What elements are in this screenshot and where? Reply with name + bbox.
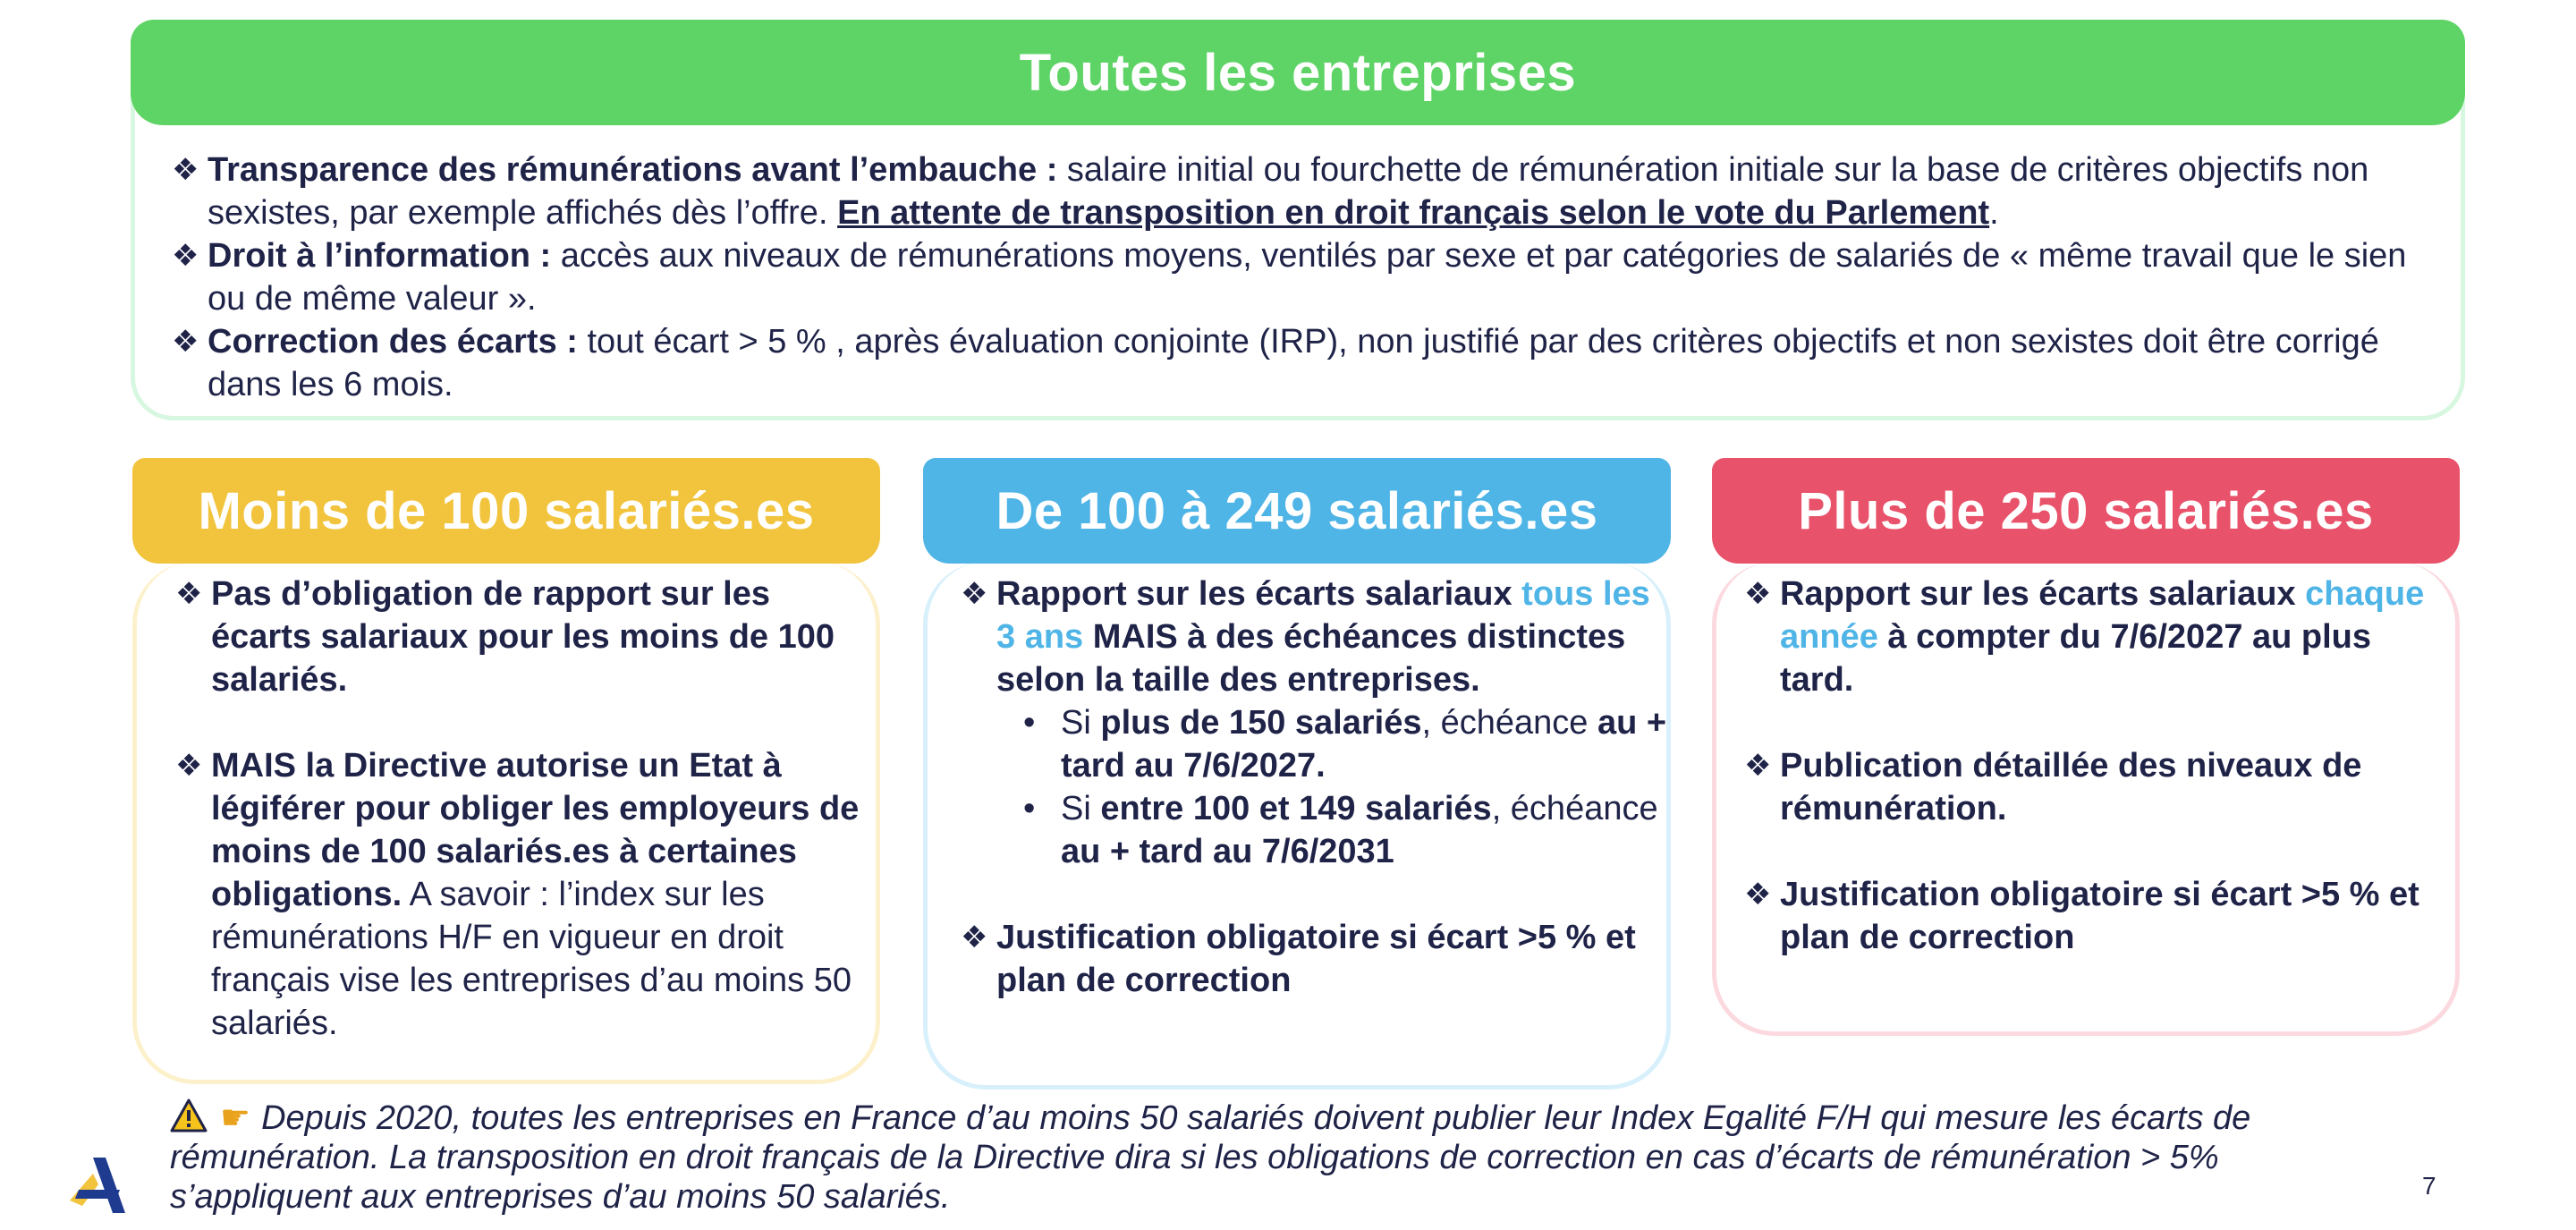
card-small-header — [132, 458, 880, 564]
card-mid-header — [923, 458, 1671, 564]
item-text: Rapport sur les écarts salariaux — [1780, 575, 2306, 613]
diamond-bullet-icon: ❖ — [172, 239, 199, 273]
sub-bold: plus de 150 salariés — [1100, 704, 1422, 742]
sub-list — [1023, 701, 1667, 873]
list-item — [961, 573, 1667, 701]
sub-text: , échéance — [1491, 790, 1658, 827]
item-text: Justification obligatoire si écart >5 % et plan de correction — [1780, 876, 2419, 956]
card-large-body — [1744, 573, 2451, 959]
item-text: accès aux niveaux de rémunérations moyens, ventilés par sexe et par catégories de salariés de « même travail que le sien ou de même valeur ». — [208, 237, 2407, 318]
list-item — [1744, 573, 2451, 701]
item-highlight: chaque année — [1780, 575, 2425, 656]
item-text: Rapport sur les écarts salariaux — [996, 575, 1522, 613]
diamond-bullet-icon: ❖ — [175, 577, 203, 611]
footer-note — [170, 1099, 2370, 1217]
item-underline-note: En attente de transposition en droit français selon le vote du Parlement — [837, 194, 1990, 232]
sub-text: Si — [1061, 704, 1101, 742]
dot-bullet-icon: • — [1023, 790, 1036, 827]
list-item — [1744, 744, 2451, 830]
diamond-bullet-icon: ❖ — [961, 577, 988, 611]
diamond-bullet-icon: ❖ — [1744, 749, 1772, 783]
sub-bold: au + tard au 7/6/2031 — [1061, 833, 1394, 870]
diamond-bullet-icon: ❖ — [1744, 577, 1772, 611]
card-large-header — [1712, 458, 2460, 564]
item-text: Pas d’obligation de rapport sur les écarts salariaux pour les moins de 100 salariés. — [211, 575, 835, 699]
list-item — [175, 573, 873, 701]
diamond-bullet-icon: ❖ — [175, 749, 203, 783]
page-number: 7 — [2422, 1172, 2436, 1200]
item-heading: MAIS la Directive autorise un Etat à légiférer pour obliger les employeurs de moins de 100 salariés.es à certaines obligations. — [211, 747, 860, 913]
list-item — [175, 744, 873, 1045]
card-mid-title: De 100 à 249 salariés.es — [996, 481, 1598, 540]
list-item — [172, 148, 2426, 234]
sub-list-item — [1023, 701, 1667, 787]
item-end: . — [1989, 194, 1999, 232]
top-panel-list — [172, 148, 2426, 406]
footer-text: Depuis 2020, toutes les entreprises en France d’au moins 50 salariés doivent publier leur Index Egalité F/H qui mesure les écarts de rémunération. La transposition en droit français de la Directive dira si les obligations de correction en cas d’écarts de rémunération > 5% s’appliquent aux entreprises d’au moins 50 salariés. — [170, 1099, 2251, 1216]
item-heading: Droit à l’information : — [208, 237, 552, 275]
sub-list-item — [1023, 787, 1667, 873]
list-item — [172, 320, 2426, 406]
diamond-bullet-icon: ❖ — [961, 920, 988, 954]
item-text-end: à compter du 7/6/2027 au plus tard. — [1780, 618, 2372, 699]
card-mid-body — [961, 573, 1667, 1002]
list-item — [1744, 873, 2451, 959]
sub-text: , échéance — [1421, 704, 1597, 742]
top-panel-header — [131, 20, 2465, 125]
card-large-title: Plus de 250 salariés.es — [1798, 481, 2374, 540]
diamond-bullet-icon: ❖ — [172, 153, 199, 187]
item-text: Justification obligatoire si écart >5 % et plan de correction — [996, 919, 1636, 999]
sub-bold: au + tard au 7/6/2027. — [1061, 704, 1667, 785]
dot-bullet-icon: • — [1023, 704, 1036, 742]
item-text-end: MAIS à des échéances distinctes selon la taille des entreprises. — [996, 618, 1626, 699]
diamond-bullet-icon: ❖ — [172, 325, 199, 359]
item-heading: Correction des écarts : — [208, 323, 578, 361]
item-heading: Transparence des rémunérations avant l’embauche : — [208, 151, 1058, 189]
sub-bold: entre 100 et 149 salariés — [1100, 790, 1492, 827]
list-item — [961, 916, 1667, 1002]
top-panel-title: Toutes les entreprises — [1019, 43, 1577, 102]
item-text: tout écart > 5 % , après évaluation conjointe (IRP), non justifié par des critères objectifs et non sexistes doit être corrigé dans les 6 mois. — [208, 323, 2379, 403]
brand-logo-icon — [66, 1154, 129, 1217]
diamond-bullet-icon: ❖ — [1744, 878, 1772, 912]
sub-text: Si — [1061, 790, 1101, 827]
list-item — [172, 234, 2426, 320]
card-small-body — [175, 573, 873, 1045]
pointing-hand-icon: ☛ — [220, 1099, 251, 1137]
item-text: Publication détaillée des niveaux de rémunération. — [1780, 747, 2362, 827]
item-highlight: tous les 3 ans — [996, 575, 1650, 656]
warning-triangle-icon — [170, 1099, 208, 1132]
item-text: salaire initial ou fourchette de rémunération initiale sur la base de critères objectifs non sexistes, par exemple affichés dès l’offre. — [208, 151, 2369, 232]
item-text: A savoir : l’index sur les rémunérations H/F en vigueur en droit français vise les entreprises d’au moins 50 salariés. — [211, 876, 852, 1042]
card-small-title: Moins de 100 salariés.es — [198, 481, 815, 540]
